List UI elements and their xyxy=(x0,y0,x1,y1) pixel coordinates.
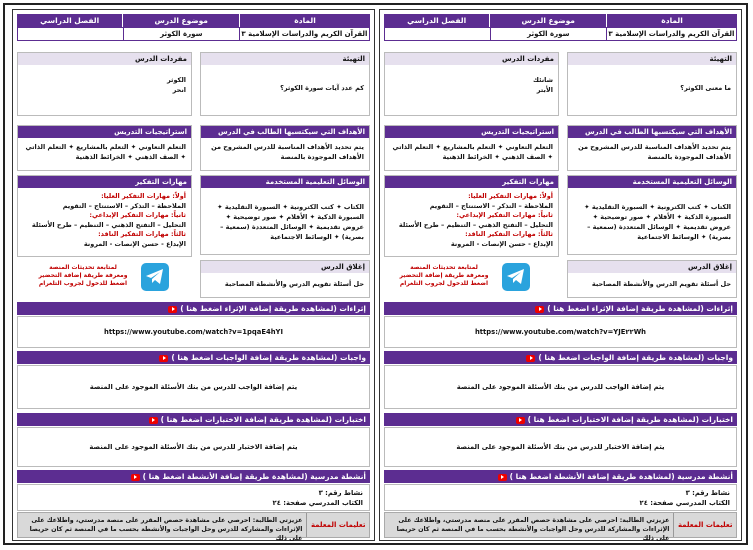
homework-title: واجبات (لمشاهدة طريقة إضافة الواجبات اضغط هنا ) xyxy=(538,353,733,362)
header-row xyxy=(384,14,737,27)
skills-3-label: ثالثاً: مهارات التفكير الناقد: xyxy=(98,230,186,238)
skills-2-text: التحليل – التفتح الذهني – التنظيم – طرح الأسئلة xyxy=(31,220,186,229)
enrichment-url[interactable]: https://www.youtube.com/watch?v=YJE٢٢Wh xyxy=(474,328,647,336)
enrichment-title: إثراءات (لمشاهدة طريقة إضافة الإثراء اضغط هنا ) xyxy=(547,304,733,313)
enrichment-bar[interactable] xyxy=(17,302,370,315)
tests-box xyxy=(384,427,737,467)
homework-box xyxy=(384,365,737,409)
header-topic: موضوع الدرس xyxy=(122,14,239,27)
semester-value xyxy=(385,28,490,40)
intro-title: التهيئة xyxy=(568,53,736,65)
header-semester: الفصل الدراسي xyxy=(40,16,100,25)
skills-1-text: الملاحظة – التذكر – الاستنتاج – التقويم xyxy=(62,201,186,210)
closing-box xyxy=(567,260,737,298)
skills-box xyxy=(17,175,192,257)
notes-label: تعليمات المعلمة xyxy=(673,513,736,537)
topic-value: سورة الكوثر xyxy=(490,28,606,40)
strategies-box xyxy=(384,125,559,171)
vocab-word-2: الأبتر xyxy=(536,86,553,94)
vocab-word-2: انحر xyxy=(172,86,186,94)
tests-title: اختبارات (لمشاهدة طريقة إضافة الاختبارات اضغط هنا ) xyxy=(527,415,733,424)
teacher-notes xyxy=(17,512,370,542)
subject-value: القرآن الكريم والدراسات الإسلامية ٣ xyxy=(239,28,369,40)
youtube-icon[interactable] xyxy=(535,306,544,313)
closing-text: حل أسئلة تقويم الدرس والأنشطة المصاحبة xyxy=(224,280,364,288)
enrichment-url[interactable]: https://www.youtube.com/watch?v=1pqaE4hYI xyxy=(103,328,284,336)
homework-text: يتم إضافة الواجب للدرس من بنك الأسئلة الموجود على المنصة xyxy=(456,383,665,391)
youtube-icon[interactable] xyxy=(516,417,525,424)
skills-1-label: أولاً: مهارات التفكير العليا: xyxy=(468,192,553,200)
notes-text: عزيزتي الطالبة: احرصي على مشاهدة حصص المقرر على منصة مدرستي، واطلاعك على الإثراءات والمشاركة للدرس وحل الواجبات والأنشطة بحسب ما في المنصة ثم كان حريصا على ذلك xyxy=(29,517,303,542)
tools-text: الكتاب ✦ كتب الكترونية ✦ السبورة التقليدية ✦ السبورة الذكية ✦ الأقلام ✦ صور توضيحية ✦ عروض تقديمية ✦ الوسائل المتعددة (سمعية – بصرية) ✦ الوسائط الاجتماعية xyxy=(584,203,731,241)
intro-title: التهيئة xyxy=(201,53,369,65)
skills-3-label: ثالثاً: مهارات التفكير الناقد: xyxy=(465,230,553,238)
skills-2-label: ثانياً: مهارات التفكير الإبداعي: xyxy=(89,211,186,219)
objectives-box xyxy=(200,125,370,171)
objectives-box xyxy=(567,125,737,171)
header-row xyxy=(17,14,370,27)
homework-box xyxy=(17,365,370,409)
vocab-word-1: شانئك xyxy=(533,76,553,84)
objectives-text: يتم تحديد الأهداف المناسبة للدرس المشروح من الأهداف الموجودة بالمنصة xyxy=(211,143,364,161)
skills-1-text: الملاحظة – التذكر – الاستنتاج – التقويم xyxy=(429,201,553,210)
notes-label: تعليمات المعلمة xyxy=(306,513,369,537)
activities-box xyxy=(384,484,737,511)
skills-2-text: التحليل – التفتح الذهني – التنظيم – طرح الأسئلة xyxy=(398,220,553,229)
objectives-title: الأهداف التي سيكتسبها الطالب في الدرس xyxy=(568,126,736,138)
skills-title: مهارات التفكير xyxy=(18,176,191,188)
skills-3-text: الإبداع - حسن الإنصات - المرونة xyxy=(83,239,186,248)
worksheet-frame xyxy=(3,3,748,545)
telegram-link[interactable]: لمتابعة تحديثات المنصة ومعرفة طريقة إضافة التحضير اضغط للدخول لجروب التلغرام xyxy=(399,264,489,287)
homework-bar[interactable] xyxy=(384,351,737,364)
tests-bar[interactable] xyxy=(384,413,737,426)
activities-bar[interactable] xyxy=(384,470,737,483)
youtube-icon[interactable] xyxy=(131,474,140,481)
intro-text: كم عدد آيات سورة الكوثر؟ xyxy=(280,84,364,92)
homework-title: واجبات (لمشاهدة طريقة إضافة الواجبات اضغط هنا ) xyxy=(171,353,366,362)
teacher-notes xyxy=(384,512,737,542)
header-topic: موضوع الدرس xyxy=(489,14,606,27)
tests-bar[interactable] xyxy=(17,413,370,426)
tests-title: اختبارات (لمشاهدة طريقة إضافة الاختبارات اضغط هنا ) xyxy=(160,415,366,424)
activity-number: نشاط رقم: ٣ xyxy=(685,489,730,497)
youtube-icon[interactable] xyxy=(168,306,177,313)
notes-text: عزيزتي الطالبة: احرصي على مشاهدة حصص المقرر على منصة مدرستي، واطلاعك على الإثراءات والمشاركة للدرس وحل الواجبات والأنشطة بحسب ما في المنصة ثم كان حريصا على ذلك xyxy=(396,517,670,542)
header-values xyxy=(384,27,737,41)
closing-text: حل أسئلة تقويم الدرس والأنشطة المصاحبة xyxy=(591,280,731,288)
vocab-box xyxy=(17,52,192,116)
strategies-title: استراتيجيات التدريس xyxy=(385,126,558,138)
youtube-icon[interactable] xyxy=(159,355,168,362)
lesson-plan-right xyxy=(379,9,742,541)
enrichment-bar[interactable] xyxy=(384,302,737,315)
strategies-text: التعلم التعاوني ✦ التعلم بالمشاريع ✦ التعلم الذاتي ✦ الصف الذهني ✦ الخرائط الذهنية xyxy=(392,143,553,161)
vocab-title: مفردات الدرس xyxy=(385,53,558,65)
skills-box xyxy=(384,175,559,257)
vocab-title: مفردات الدرس xyxy=(18,53,191,65)
tests-box xyxy=(17,427,370,467)
closing-title: إغلاق الدرس xyxy=(568,261,736,273)
youtube-icon[interactable] xyxy=(526,355,535,362)
activities-title: أنشطة مدرسية (لمشاهدة طريقة إضافة الأنشطة اضغط هنا ) xyxy=(142,472,366,481)
closing-title: إغلاق الدرس xyxy=(201,261,369,273)
activities-bar[interactable] xyxy=(17,470,370,483)
lesson-plan-left xyxy=(12,9,375,541)
telegram-link[interactable]: لمتابعة تحديثات المنصة ومعرفة طريقة إضافة التحضير اضغط للدخول لجروب التلغرام xyxy=(38,264,128,287)
tests-text: يتم إضافة الاختبار للدرس من بنك الأسئلة الموجود على المنصة xyxy=(456,443,665,451)
telegram-icon[interactable] xyxy=(502,263,530,291)
intro-text: ما معنى الكوثر؟ xyxy=(680,84,731,92)
intro-box xyxy=(200,52,370,116)
enrichment-box xyxy=(17,316,370,348)
homework-text: يتم إضافة الواجب للدرس من بنك الأسئلة الموجود على المنصة xyxy=(89,383,298,391)
tools-box xyxy=(567,175,737,255)
closing-box xyxy=(200,260,370,298)
tools-box xyxy=(200,175,370,255)
header-subject: المادة xyxy=(239,14,370,27)
skills-2-label: ثانياً: مهارات التفكير الإبداعي: xyxy=(456,211,553,219)
skills-1-label: أولاً: مهارات التفكير العليا: xyxy=(101,192,186,200)
tools-title: الوسائل التعليمية المستخدمة xyxy=(568,176,736,188)
tools-title: الوسائل التعليمية المستخدمة xyxy=(201,176,369,188)
vocab-box xyxy=(384,52,559,116)
tests-text: يتم إضافة الاختبار للدرس من بنك الأسئلة الموجود على المنصة xyxy=(89,443,298,451)
activities-title: أنشطة مدرسية (لمشاهدة طريقة إضافة الأنشطة اضغط هنا ) xyxy=(509,472,733,481)
activities-box xyxy=(17,484,370,511)
intro-box xyxy=(567,52,737,116)
objectives-text: يتم تحديد الأهداف المناسبة للدرس المشروح من الأهداف الموجودة بالمنصة xyxy=(578,143,731,161)
activity-page: الكتاب المدرسي صفحة: ٢٤ xyxy=(639,499,730,507)
strategies-text: التعلم التعاوني ✦ التعلم بالمشاريع ✦ التعلم الذاتي ✦ الصف الذهني ✦ الخرائط الذهنية xyxy=(25,143,186,161)
header-semester: الفصل الدراسي xyxy=(407,16,467,25)
tools-text: الكتاب ✦ كتب الكترونية ✦ السبورة التقليدية ✦ السبورة الذكية ✦ الأقلام ✦ صور توضيحية ✦ عروض تقديمية ✦ الوسائل المتعددة (سمعية – بصرية) ✦ الوسائط الاجتماعية xyxy=(217,203,364,241)
header-subject: المادة xyxy=(606,14,737,27)
subject-value: القرآن الكريم والدراسات الإسلامية ٣ xyxy=(606,28,736,40)
youtube-icon[interactable] xyxy=(149,417,158,424)
youtube-icon[interactable] xyxy=(498,474,507,481)
strategies-title: استراتيجيات التدريس xyxy=(18,126,191,138)
strategies-box xyxy=(17,125,192,171)
enrichment-title: إثراءات (لمشاهدة طريقة إضافة الإثراء اضغط هنا ) xyxy=(180,304,366,313)
objectives-title: الأهداف التي سيكتسبها الطالب في الدرس xyxy=(201,126,369,138)
semester-value xyxy=(18,28,123,40)
header-values xyxy=(17,27,370,41)
enrichment-box xyxy=(384,316,737,348)
skills-title: مهارات التفكير xyxy=(385,176,558,188)
homework-bar[interactable] xyxy=(17,351,370,364)
skills-3-text: الإبداع - حسن الإنصات - المرونة xyxy=(450,239,553,248)
activity-number: نشاط رقم: ٣ xyxy=(318,489,363,497)
vocab-word-1: الكوثر xyxy=(166,76,186,84)
telegram-icon[interactable] xyxy=(141,263,169,291)
activity-page: الكتاب المدرسي صفحة: ٢٤ xyxy=(272,499,363,507)
topic-value: سورة الكوثر xyxy=(123,28,239,40)
